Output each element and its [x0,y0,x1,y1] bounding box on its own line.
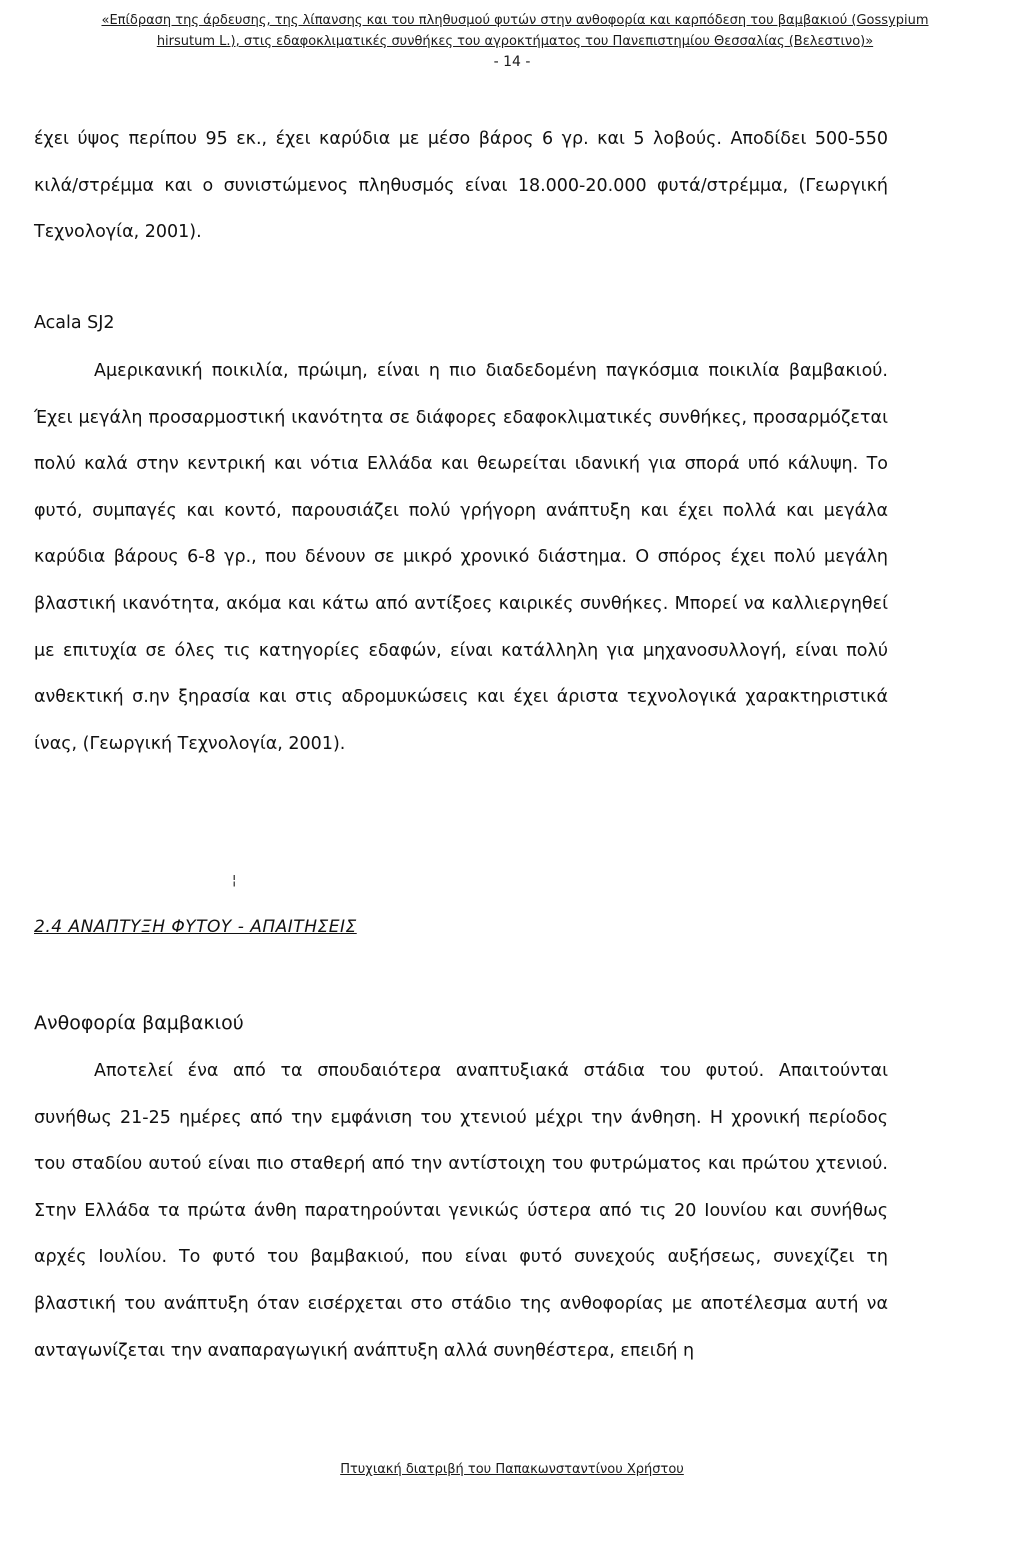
running-header [60,10,970,52]
running-header-line-2: hirsutum L.), στις εδαφοκλιματικές συνθήκες του αγροκτήματος του Πανεπιστημίου Θεσσαλίας (Βελεστινο)» [156,34,874,49]
page-number: - 14 - [493,54,531,70]
variety-description: Αμερικανική ποικιλία, πρώιμη, είναι η πιο διαδεδομένη παγκόσμια ποικιλία βαμβακιού. Έχει μεγάλη προσαρμοστική ικανότητα σε διάφορες εδαφοκλιματικές συνθήκες, προσαρμόζεται πολύ καλά στην κεντρική και νότια Ελλάδα και θεωρείται ιδανική για σπορά υπό κάλυψη. Το φυτό, συμπαγές και κοντό, παρουσιάζει πολύ γρήγορη ανάπτυξη και έχει πολλά και μεγάλα καρύδια βάρους 6-8 γρ., που δένουν σε μικρό χρονικό διάστημα. Ο σπόρος έχει πολύ μεγάλη βλαστική ικανότητα, ακόμα και κάτω από αντίξοες καιρικές συνθήκες. Μπορεί να καλλιεργηθεί με επιτυχία σε όλες τις κατηγορίες εδαφών, είναι κατάλληλη για μηχανοσυλλογή, είναι πολύ ανθεκτική σ.ην ξηρασία και στις αδρομυκώσεις και έχει άριστα τεχνολογικά χαρακτηριστικά ίνας, (Γεωργική Τεχνολογία, 2001). [34,361,888,754]
subheading: Ανθοφορία βαμβακιού [34,1012,244,1034]
section-paragraph: Αποτελεί ένα από τα σπουδαιότερα αναπτυξιακά στάδια του φυτού. Απαιτούνται συνήθως 21-25 ημέρες από την εμφάνιση του χτενιού μέχρι την άνθηση. Η χρονική περίοδος του σταδίου αυτού είναι πιο σταθερή από την αντίστοιχη του φυτρώματος και πρώτου χτενιού. Στην Ελλάδα τα πρώτα άνθη παρατηρούνται γενικώς ύστερα από τις 20 Ιουνίου και συνήθως αρχές Ιουλίου. Το φυτό του βαμβακιού, που είναι φυτό συνεχούς αυξήσεως, συνεχίζει τη βλαστική του ανάπτυξη όταν εισέρχεται στο στάδιο της ανθοφορίας με αποτέλεσμα αυτή να ανταγωνίζεται την αναπαραγωγική ανάπτυξη αλλά συνηθέστερα, επειδή η [34,1061,888,1361]
page-footer: Πτυχιακή διατριβή του Παπακωνσταντίνου Χρήστου [340,1462,684,1477]
section-heading: 2.4 ΑΝΑΠΤΥΞΗ ΦΥΤΟΥ - ΑΠΑΙΤΗΣΕΙΣ [34,917,357,937]
variety-name: Acala SJ2 [34,313,115,333]
intro-paragraph: έχει ύψος περίπου 95 εκ., έχει καρύδια με μέσο βάρος 6 γρ. και 5 λοβούς. Αποδίδει 500-550 κιλά/στρέμμα και ο συνιστώμενος πληθυσμός είναι 18.000-20.000 φυτά/στρέμμα, (Γεωργική Τεχνολογία, 2001). [34,129,888,243]
running-header-line-1: «Επίδραση της άρδευσης, της λίπανσης και του πληθυσμού φυτών στην ανθοφορία και καρπόδεση του βαμβακιού (Gossypium [101,13,929,28]
stray-mark: ¦ [232,873,237,888]
